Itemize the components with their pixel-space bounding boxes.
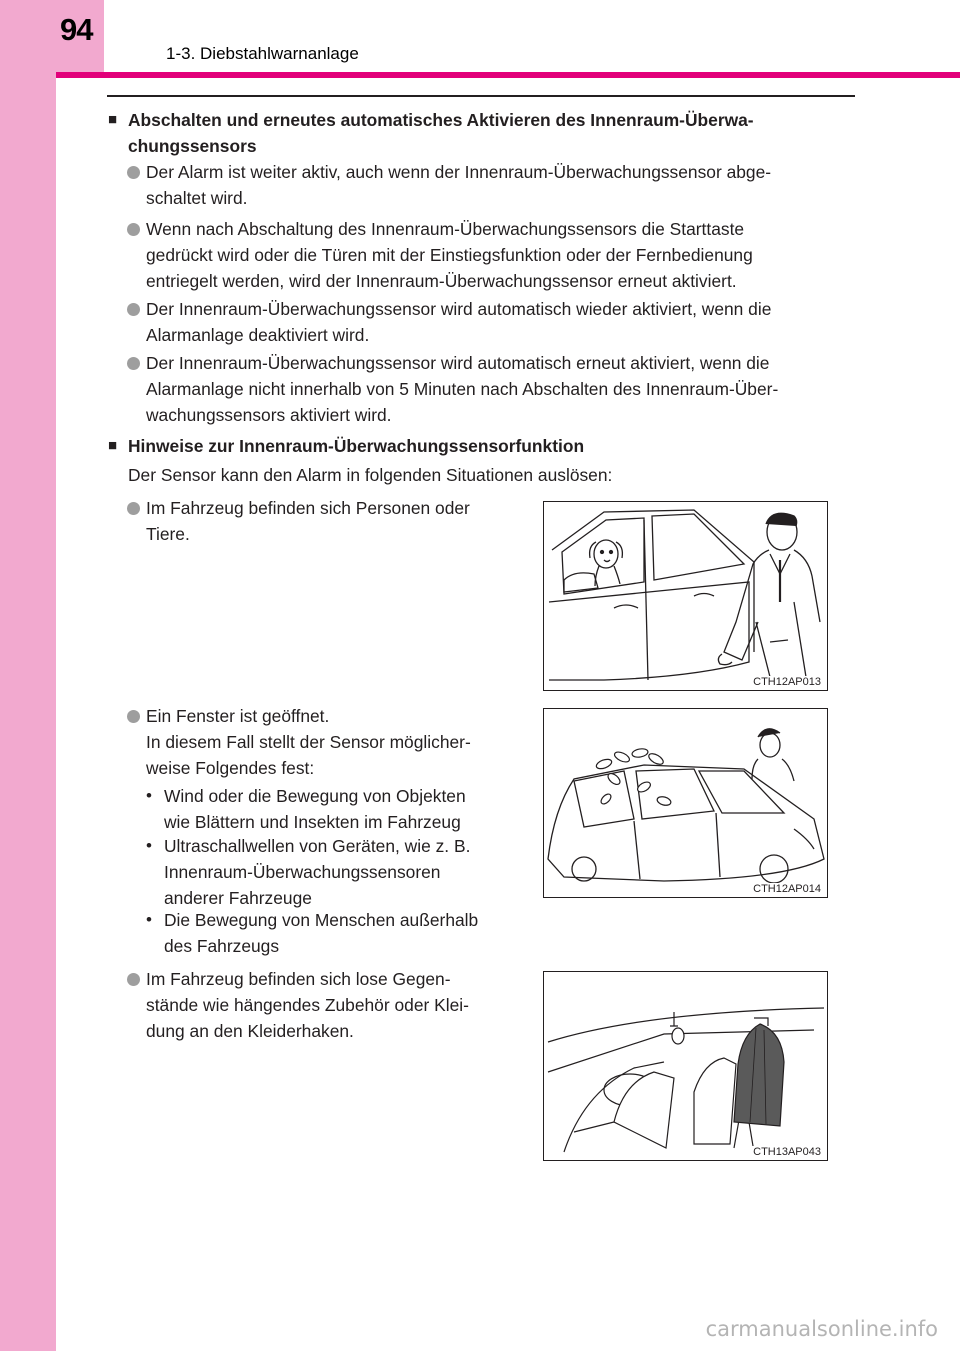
sub-bullet-item: Ultraschallwellen von Geräten, wie z. B. Innenraum-Überwachungssensoren anderer Fahrzeuge xyxy=(164,836,471,908)
bullet-item: Der Alarm ist weiter aktiv, auch wenn der Innenraum-Überwachungssensor abge- schaltet wird. xyxy=(146,162,772,208)
bullet-item: Wenn nach Abschaltung des Innenraum-Überwachungssensors die Starttaste gedrückt wird oder die Türen mit der Einstiegsfunktion oder der Fernbedienung entriegelt werden, wird der Innenraum-Überwachungssensor erneut aktiviert. xyxy=(146,219,753,291)
round-bullet-icon xyxy=(127,223,140,236)
round-bullet-icon xyxy=(127,973,140,986)
figure-code: CTH13AP043 xyxy=(753,1146,821,1158)
square-bullet-icon: ■ xyxy=(108,437,118,454)
sub-bullet-item: Wind oder die Bewegung von Objekten wie Blättern und Insekten im Fahrzeug xyxy=(164,786,466,832)
figure-code: CTH12AP013 xyxy=(753,676,821,688)
figure-code: CTH12AP014 xyxy=(753,883,821,895)
sub-bullet-icon: • xyxy=(146,910,152,929)
bullet-item: Im Fahrzeug befinden sich Personen oder Tiere. xyxy=(146,498,470,544)
round-bullet-icon xyxy=(127,710,140,723)
header-accent-line xyxy=(56,72,960,78)
round-bullet-icon xyxy=(127,166,140,179)
round-bullet-icon xyxy=(127,303,140,316)
bullet-item: Der Innenraum-Überwachungssensor wird automatisch wieder aktiviert, wenn die Alarmanlage deaktiviert wird. xyxy=(146,299,772,345)
car-door-illustration xyxy=(544,502,828,691)
bullet-item: Im Fahrzeug befinden sich lose Gegen- stände wie hängendes Zubehör oder Klei- dung an den Kleiderhaken. xyxy=(146,969,469,1041)
sub-bullet-icon: • xyxy=(146,836,152,855)
round-bullet-icon xyxy=(127,357,140,370)
sub-bullet-item: Die Bewegung von Menschen außerhalb des Fahrzeugs xyxy=(164,910,479,956)
car-window-illustration xyxy=(544,709,828,898)
section-heading-1: Abschalten und erneutes automatisches Aktivieren des Innenraum-Überwa- chungssensors xyxy=(128,110,754,156)
page-number: 94 xyxy=(60,12,93,47)
page-sidebar-strip xyxy=(0,0,56,1351)
section-divider xyxy=(107,95,855,97)
section-heading-2: Hinweise zur Innenraum-Überwachungssensorfunktion xyxy=(128,436,585,456)
chapter-title: 1-3. Diebstahlwarnanlage xyxy=(166,44,359,63)
section-intro: Der Sensor kann den Alarm in folgenden Situationen auslösen: xyxy=(128,465,613,485)
figure-dog-in-car xyxy=(543,501,828,691)
bullet-item: Ein Fenster ist geöffnet. In diesem Fall stellt der Sensor möglicher- weise Folgendes fest: xyxy=(146,706,471,778)
watermark: carmanualsonline.info xyxy=(705,1317,938,1341)
sub-bullet-icon: • xyxy=(146,786,152,805)
round-bullet-icon xyxy=(127,502,140,515)
figure-car-interior xyxy=(543,971,828,1161)
square-bullet-icon: ■ xyxy=(108,111,118,128)
car-interior-illustration xyxy=(544,972,828,1161)
bullet-item: Der Innenraum-Überwachungssensor wird automatisch erneut aktiviert, wenn die Alarmanlage nicht innerhalb von 5 Minuten nach Abschalten des Innenraum-Über- wachungssensors aktiviert wird. xyxy=(146,353,779,425)
figure-open-window xyxy=(543,708,828,898)
